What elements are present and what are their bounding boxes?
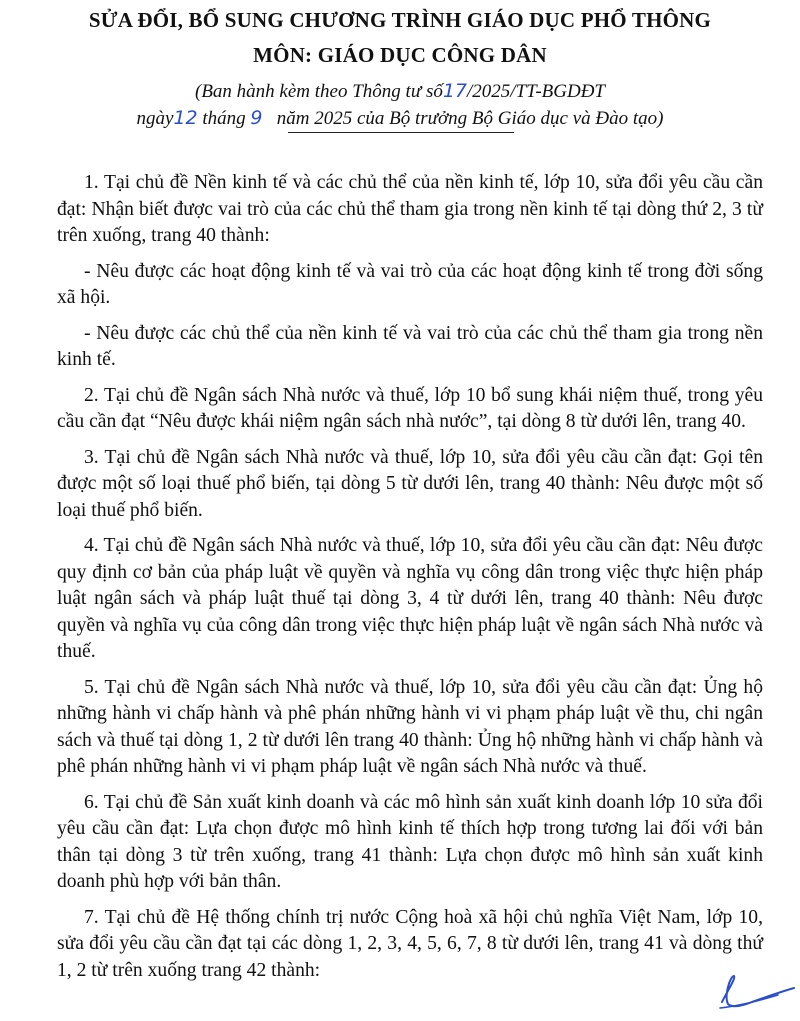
issued-with-circular-line (0, 80, 800, 103)
document-body (57, 170, 763, 993)
paragraph-4: 4. Tại chủ đề Ngân sách Nhà nước và thuế, lớp 10, sửa đổi yêu cầu cần đạt: Nêu được quy định cơ bản của pháp luật về quyền và nghĩa vụ công dân trong việc thực hiện pháp luật ngân sách và pháp luật thuế tại dòng 3, 4 từ dưới lên, trang 40 thành: Nêu được quyền và nghĩa vụ của công dân trong việc thực hiện pháp luật về ngân sách Nhà nước và thuế. (57, 535, 763, 662)
handwritten-day: 12 (173, 107, 198, 129)
date-prefix: ngày (136, 108, 174, 129)
bullet-1: - Nêu được các hoạt động kinh tế và vai trò của các hoạt động kinh tế trong đời sống xã hội. (57, 260, 763, 308)
title-underline (288, 132, 514, 133)
handwritten-month: 9 (250, 107, 263, 129)
paragraph-2: 2. Tại chủ đề Ngân sách Nhà nước và thuế, lớp 10 bổ sung khái niệm thuế, trong yêu cầu cần đạt “Nêu được khái niệm ngân sách nhà nước”, tại dòng 8 từ dưới lên, trang 40. (57, 384, 763, 432)
paragraph-1: 1. Tại chủ đề Nền kinh tế và các chủ thể của nền kinh tế, lớp 10, sửa đổi yêu cầu cần đạt: Nhận biết được vai trò của các chủ thể tham gia trong nền kinh tế tại dòng thứ 2, 3 từ trên xuống, trang 40 thành: (57, 172, 763, 246)
paragraph-5: 5. Tại chủ đề Ngân sách Nhà nước và thuế, lớp 10, sửa đổi yêu cầu cần đạt: Ủng hộ những hành vi chấp hành và phê phán những hành vi vi phạm pháp luật về thu, chi ngân sách và thuế tại dòng 1, 2 từ dưới lên trang 40 thành: Ủng hộ những hành vi chấp hành và phê phán những hành vi vi phạm pháp luật về ngân sách Nhà nước và thuế. (57, 676, 763, 777)
paragraph-7: 7. Tại chủ đề Hệ thống chính trị nước Cộng hoà xã hội chủ nghĩa Việt Nam, lớp 10, sửa đổi yêu cầu cần đạt tại các dòng 1, 2, 3, 4, 5, 6, 7, 8 từ dưới lên, trang 41 và dòng thứ 1, 2 từ trên xuống trang 42 thành: (57, 906, 763, 981)
month-label: tháng (202, 108, 246, 129)
handwritten-initial-signature (708, 968, 798, 1018)
paragraph-6: 6. Tại chủ đề Sản xuất kinh doanh và các mô hình sản xuất kinh doanh lớp 10 sửa đổi yêu cầu cần đạt: Lựa chọn được mô hình kinh tế thích hợp trong tương lai đối với bản thân tại dòng 3 từ trên xuống, trang 41 thành: Lựa chọn được mô hình sản xuất kinh doanh phù hợp với bản thân. (57, 791, 763, 892)
paragraph-3: 3. Tại chủ đề Ngân sách Nhà nước và thuế, lớp 10, sửa đổi yêu cầu cần đạt: Gọi tên được một số loại thuế phổ biến, tại dòng 5 từ dưới lên, trang 40 thành: Nêu được một số loại thuế phổ biến. (57, 446, 763, 521)
handwritten-circular-number: 17 (442, 80, 468, 102)
issued-prefix: (Ban hành kèm theo Thông tư số (195, 81, 443, 102)
issue-date-line (0, 107, 800, 130)
bullet-2: - Nêu được các chủ thể của nền kinh tế và vai trò của các chủ thể tham gia trong nền kinh tế. (57, 322, 763, 370)
document-title-line-2: MÔN: GIÁO DỤC CÔNG DÂN (253, 43, 547, 67)
document-title-line-1: SỬA ĐỔI, BỔ SUNG CHƯƠNG TRÌNH GIÁO DỤC PHỔ THÔNG (88, 8, 712, 32)
issued-suffix: /2025/TT-BGDĐT (467, 81, 605, 102)
date-suffix: năm 2025 của Bộ trưởng Bộ Giáo dục và Đào tạo) (276, 108, 664, 129)
